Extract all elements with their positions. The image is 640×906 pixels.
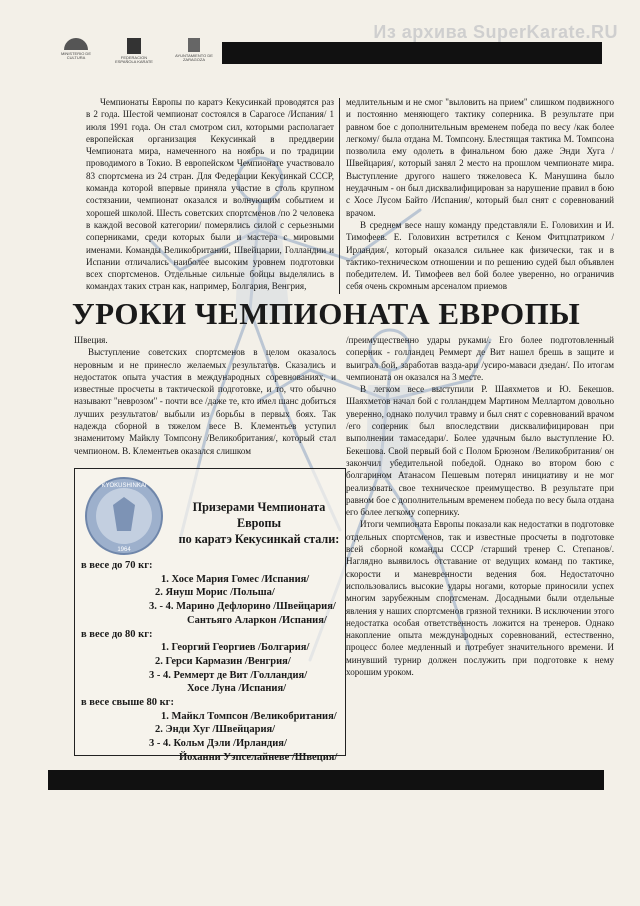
ministry-logo-mark bbox=[64, 38, 88, 50]
weight-category: в весе до 80 кг: bbox=[81, 628, 153, 640]
weight-category: в весе до 70 кг: bbox=[81, 560, 153, 571]
paragraph: В легком весе выступили Р. Шаяхметов и Ю. Бекешов. Шаяхметов начал бой с голландцем Мартином Меллартом довольно уверенно, однако получил травму и был снят с соревнований врачом /его соперник был впоследствии дисквалифицирован при выполнении тамаседари/. Более удачным было выступление Ю. Бекешова. Свой первый бой с Полом Брюэном /Великобритания/ он закончил убедительной победой. Однако во втором бою с болгарином Атанасом Пешевым потерял инициативу и не мог реализовать свое техническое преимущество. В результате при равном бое с дополнительным временем победа по весу была отдана его более легкому сопернику. bbox=[346, 384, 614, 518]
sponsor-logos bbox=[58, 38, 228, 68]
header-black-bar bbox=[222, 42, 602, 64]
city-logo-mark bbox=[188, 38, 200, 52]
weight-category: в весе свыше 80 кг: bbox=[81, 697, 174, 709]
footer-black-bar bbox=[48, 770, 604, 790]
winners-title-line-1: Призерами Чемпионата Европы bbox=[192, 500, 326, 530]
federation-logo-text: FEDERACION ESPAÑOLA KARATE bbox=[115, 55, 153, 64]
winner-entry: Йоханни Уэпселайневе /Швеция/ bbox=[179, 751, 338, 763]
ministry-logo-text: MINISTERIO DE CULTURA bbox=[60, 51, 91, 60]
article-column-3 bbox=[74, 334, 336, 457]
winner-entry: Сантьяго Аларкон /Испания/ bbox=[187, 614, 327, 626]
column-divider bbox=[339, 98, 340, 294]
city-logo bbox=[170, 38, 218, 62]
winner-entry: 3 - 4. Кольм Дэли /Ирландия/ bbox=[149, 738, 287, 750]
federation-logo bbox=[112, 38, 156, 64]
paragraph: В среднем весе нашу команду представляли Е. Головихин и И. Тимофеев. Е. Головихин встретился с Кеном Фитцпатриком /Ирландия/, который оказался сильнее как физически, так и в тактико-техническом отношении и по решению судей был объявлен победителем. И. Тимофеев вел бой более уверенно, но ограничив себя очень скромным арсеналом приемов bbox=[346, 219, 614, 292]
paragraph: /преимущественно удары руками/. Его более подготовленный соперник - голландец Реммерт де Вит нашел брешь в защите и выиграл бой, заработав вазда-ари /усиро-маваси дзедан/. По итогам чемпионата он оказался на 3 месте. bbox=[346, 335, 614, 382]
emblem-text: KYOKUSHINKAI bbox=[101, 483, 147, 489]
winner-entry: 1. Майкл Томпсон /Великобритания/ bbox=[161, 710, 337, 722]
kyokushinkai-emblem bbox=[83, 475, 165, 557]
winner-entry: 3 - 4. Реммерт де Вит /Голландия/ bbox=[149, 669, 308, 681]
emblem-year: 1964 bbox=[117, 547, 131, 553]
paragraph: Чемпионаты Европы по каратэ Кекусинкай проводятся раз в 2 года. Шестой чемпионат состоялся в Сарагосе /Испания/ 1 июля 1991 года. Он стал смотром сил, которыми располагает европейская организация Кекусинкай в преддверии Чемпионата мира, намеченного на ноябрь и по традиции проводимого в Токио. В европейском Чемпионате участвовало 83 спортсмена из 24 стран. Для Федерации Кекусинкай СССР, команда которой впервые приняла участие в столь крупном состязании, чемпионат оказался и волнующим событием и хорошей школой. Шесть советских спортсменов /по 2 человека в каждой весовой категории/ померялись силой с серьезными соперниками, среди которых были и мастера с мировыми именами. Команды Великобритании, Швейцарии, Голландии и Испании отличались наиболее высоким уровнем подготовки всех спортсменов. Отдельные сильные бойцы выделялись в командах таких стран как, например, Болгария, Венгрия, bbox=[86, 97, 334, 292]
ministry-logo bbox=[58, 38, 94, 60]
article-headline: УРОКИ ЧЕМПИОНАТА ЕВРОПЫ bbox=[71, 296, 581, 331]
article-column-4 bbox=[346, 334, 614, 678]
winner-entry: Хосе Луна /Испания/ bbox=[187, 683, 287, 695]
paragraph: Выступление советских спортсменов в целом оказалось неровным и не принесло желаемых результатов. Сказались и недостаток опыта участия в международных соревнованиях, и известные просчеты в тактической подготовке, и то, что обычно называют "неврозом" - почти все /даже те, кто имел шанс добиться лучших результатов/ выбыли из борьбы в первых боях. Так надежда сборной в тяжелом весе В. Клементьев уступил знаменитому Майклу Томпсону /Великобритания/, который стал чемпионом. В. Клементьев оказался слишком bbox=[74, 347, 336, 456]
paragraph: медлительным и не смог "выловить на прием" слишком подвижного и постоянно меняющего тактику соперника. В результате при равном бое с дополнительным временем победа по весу /как более легкому/ была отдана М. Томпсону. Блестящая тактика М. Томпсона позволила ему одолеть в финальном бою даже Энди Хуга /Швейцария/, который занял 2 место на прошлом чемпионате мира. Выступление другого нашего тяжеловеса К. Манушина было неудачным - он был дисквалифицирован за нарушение правил в бою с Хосе Лусом Байто /Испания/, который был снят с соревнований врачом. bbox=[346, 97, 614, 218]
paragraph: Швеция. bbox=[74, 335, 108, 345]
winner-entry: 2. Герси Кармазин /Венгрия/ bbox=[155, 655, 291, 667]
city-logo-text: AYUNTAMIENTO DE ZARAGOZA bbox=[175, 53, 213, 62]
paragraph: Итоги чемпионата Европы показали как недостатки в подготовке отдельных спортсменов, так и известные просчеты в подготовке всей сборной команды СССР /старший тренер С. Степанов/. Наглядно выявилось отставание от ведущих команд по тактике, скорости и маневренности ведения боя. Недостаточно использовались высокие удары ногами, которые приносили успех многим зарубежным спортсменам. Досадными были отдельные явления у наших спортсменов грязной техники. В исключении этого недостатка особая ответственность ложится на тренеров. Однако накопление опыта международных соревнований, естественно, процесс более медленный и потребует значительного времени. И минувший турнир должен послужить при подготовке к нему хорошим уроком. bbox=[346, 519, 614, 678]
article-column-1 bbox=[86, 96, 334, 293]
winners-box bbox=[74, 468, 346, 763]
winner-entry: 1. Георгий Георгиев /Болгария/ bbox=[161, 642, 310, 654]
winner-entry: 1. Хосе Мария Гомес /Испания/ bbox=[161, 573, 310, 585]
article-column-2 bbox=[346, 96, 614, 293]
winners-title-line-2: по каратэ Кекусинкай стали: bbox=[178, 532, 340, 546]
archive-watermark: Из архива SuperKarate.RU bbox=[373, 22, 618, 42]
winners-title bbox=[173, 499, 345, 547]
winners-list bbox=[81, 559, 343, 765]
winner-entry: 2. Энди Хуг /Швейцария/ bbox=[155, 724, 276, 736]
winner-entry: 2. Януш Морис /Польша/ bbox=[155, 587, 275, 599]
federation-logo-mark bbox=[127, 38, 141, 54]
winner-entry: 3. - 4. Марино Дефлорино /Швейцария/ bbox=[149, 601, 336, 613]
